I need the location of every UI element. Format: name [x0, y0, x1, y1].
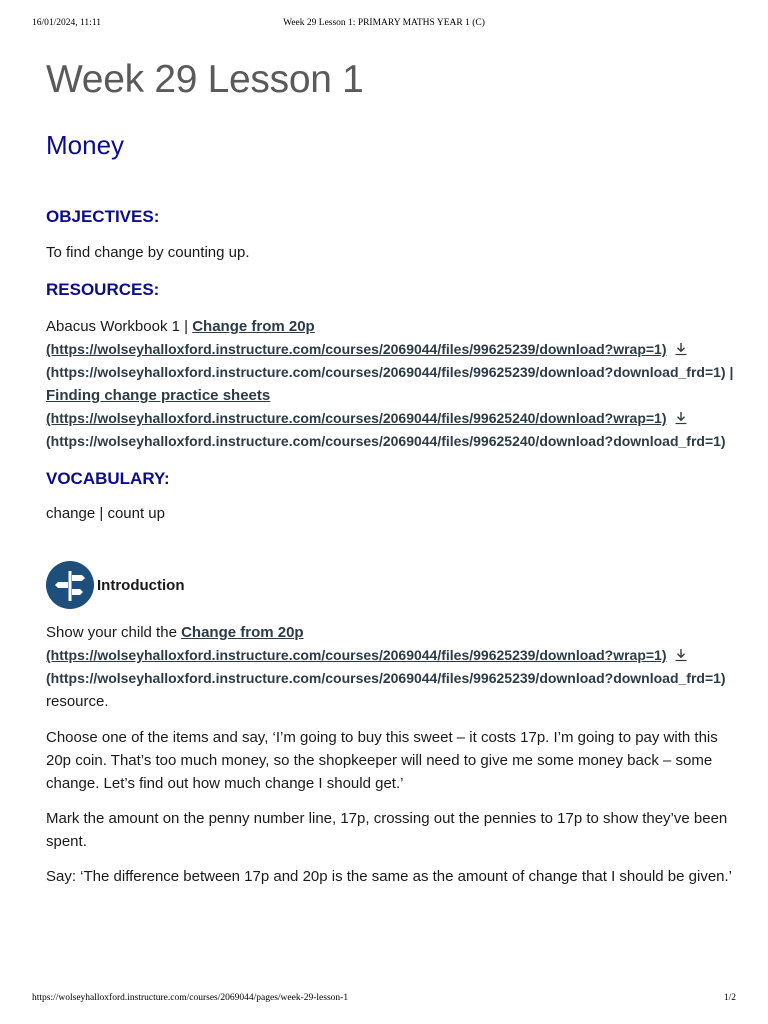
introduction-header	[46, 559, 736, 611]
introduction-paragraph: Choose one of the items and say, ‘I’m going to buy this sweet – it costs 17p. I’m going to pay with this 20p coin. That’s too much money, so the shopkeeper will need to give me some money back – some change. Let’s find out how much change I should get.’	[46, 729, 718, 792]
page-title: Week 29 Lesson 1	[46, 58, 364, 101]
change-from-20p-download-link[interactable]: (https://wolseyhalloxford.instructure.com/courses/2069044/files/99625239/download?download_frd=1)	[46, 364, 726, 380]
vocabulary-text: change | count up	[46, 505, 165, 522]
intro-change-from-20p-download-link[interactable]: (https://wolseyhalloxford.instructure.com/courses/2069044/files/99625239/download?download_frd=1)	[46, 670, 726, 686]
vocabulary-heading: VOCABULARY:	[46, 469, 170, 488]
print-footer	[32, 993, 736, 1007]
change-from-20p-link[interactable]: Change from 20p	[192, 318, 315, 335]
introduction-show-block	[46, 621, 736, 713]
page-subtitle: Money	[46, 130, 125, 160]
intro-change-from-20p-link[interactable]: Change from 20p	[181, 624, 304, 641]
finding-change-sheets-url-link[interactable]: (https://wolseyhalloxford.instructure.com/courses/2069044/files/99625240/download?wrap=1)	[46, 410, 667, 426]
finding-change-sheets-download-link[interactable]: (https://wolseyhalloxford.instructure.com/courses/2069044/files/99625240/download?download_frd=1)	[46, 433, 726, 449]
print-title: Week 29 Lesson 1: PRIMARY MATHS YEAR 1 (C)	[283, 18, 485, 28]
introduction-paragraph: Say: ‘The difference between 17p and 20p is the same as the amount of change that I should be given.’	[46, 868, 733, 885]
objectives-heading: OBJECTIVES:	[46, 207, 160, 226]
print-url: https://wolseyhalloxford.instructure.com/courses/2069044/pages/week-29-lesson-1	[32, 993, 349, 1003]
download-icon[interactable]	[674, 342, 688, 356]
print-datetime: 16/01/2024, 11:11	[32, 18, 101, 28]
introduction-show-prefix: Show your child the	[46, 624, 182, 641]
resources-block	[46, 315, 736, 453]
page-content	[46, 54, 736, 888]
page-number: 1/2	[723, 993, 736, 1003]
finding-change-sheets-link[interactable]: Finding change practice sheets	[46, 387, 271, 404]
print-header	[32, 18, 736, 32]
download-icon[interactable]	[674, 411, 688, 425]
intro-change-from-20p-url-link[interactable]: (https://wolseyhalloxford.instructure.com/courses/2069044/files/99625239/download?wrap=1)	[46, 647, 667, 663]
change-from-20p-url-link[interactable]: (https://wolseyhalloxford.instructure.com/courses/2069044/files/99625239/download?wrap=1)	[46, 341, 667, 357]
introduction-show-suffix: resource.	[46, 693, 109, 710]
resources-heading: RESOURCES:	[46, 280, 160, 299]
signpost-icon	[45, 560, 95, 610]
objectives-text: To find change by counting up.	[46, 244, 250, 261]
resources-prefix: Abacus Workbook 1 |	[46, 318, 193, 335]
download-icon[interactable]	[674, 648, 688, 662]
introduction-paragraph: Mark the amount on the penny number line, 17p, crossing out the pennies to 17p to show they’ve been spent.	[46, 810, 728, 850]
resources-separator: |	[725, 364, 734, 380]
introduction-label: Introduction	[97, 576, 185, 594]
